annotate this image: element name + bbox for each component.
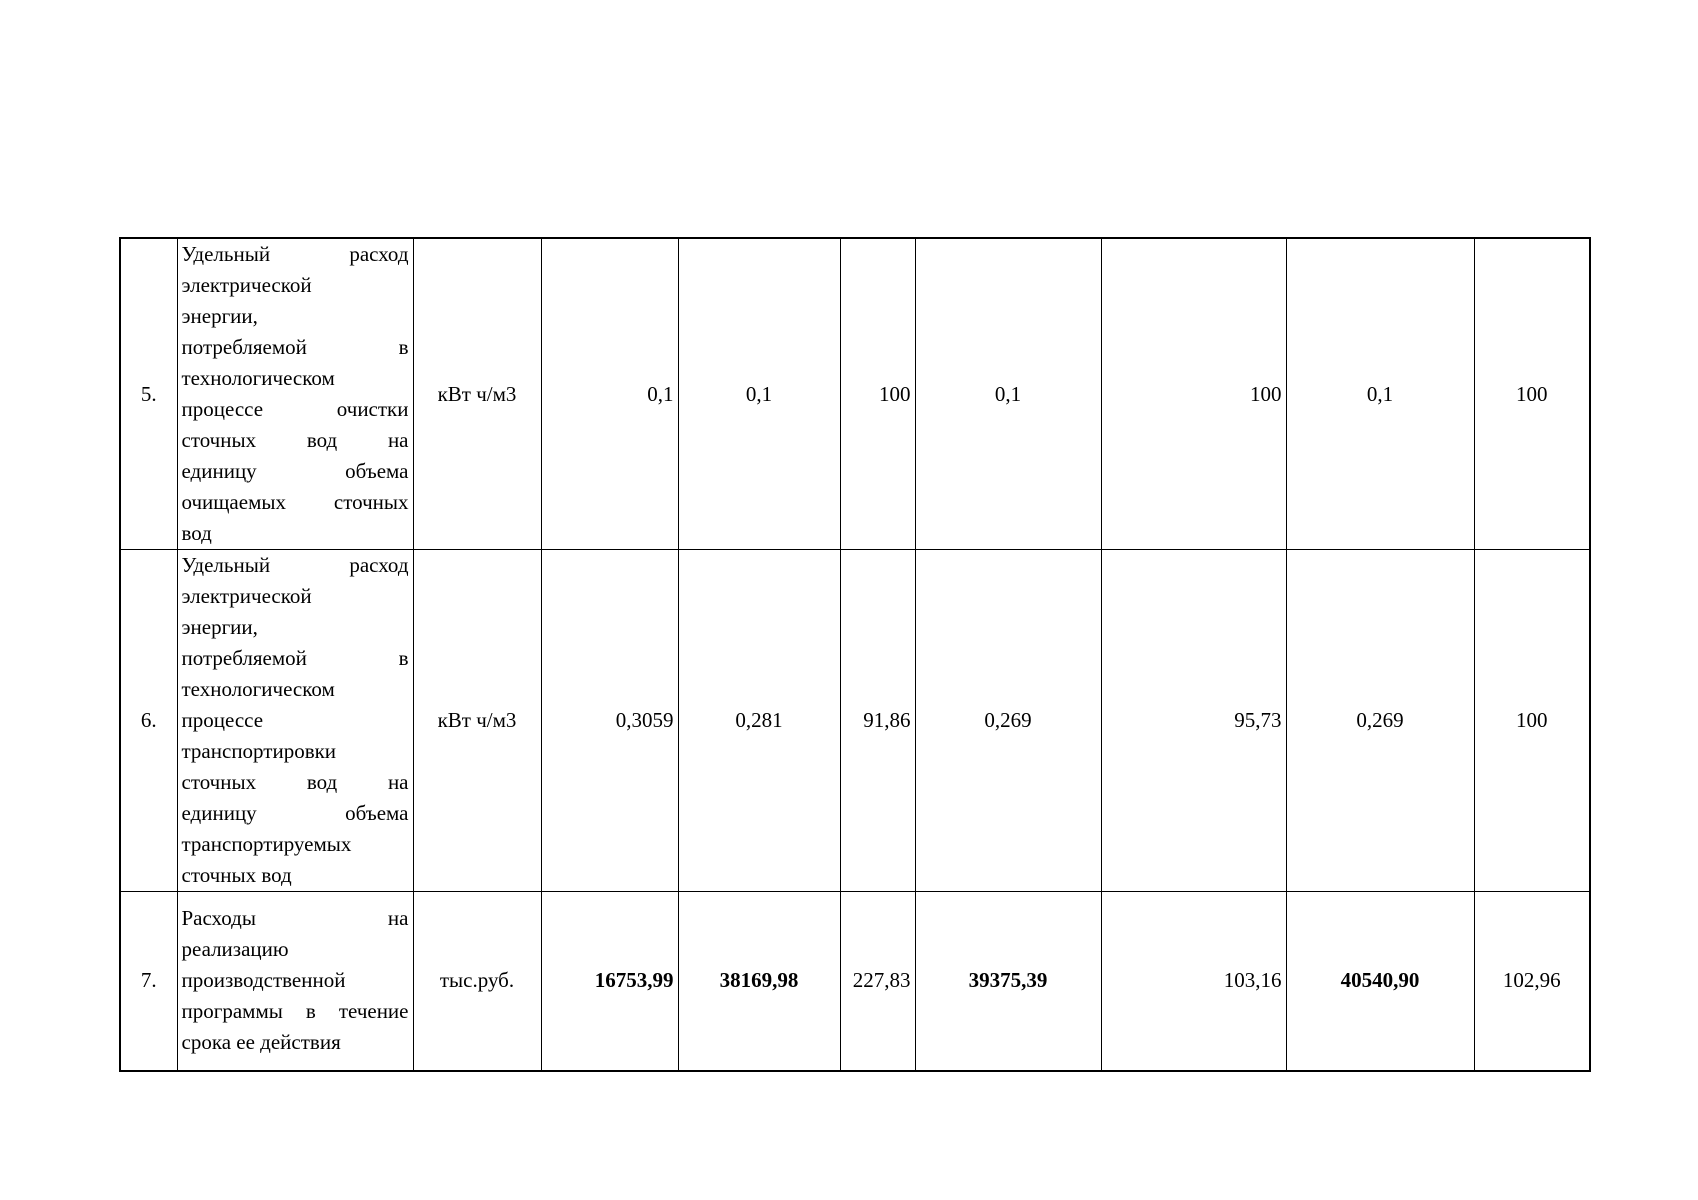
description-line: транспортировки bbox=[181, 739, 337, 763]
description-line: процессе bbox=[181, 708, 264, 732]
unit-cell: тыс.руб. bbox=[413, 892, 541, 1071]
value-cell: 0,1 bbox=[541, 238, 678, 550]
percent-cell: 100 bbox=[1474, 550, 1590, 892]
percent-cell: 91,86 bbox=[840, 550, 915, 892]
description-line: транспортируемых bbox=[181, 832, 352, 856]
row-number: 7. bbox=[120, 892, 177, 1071]
description-line: реализацию bbox=[181, 937, 289, 962]
description-line: процессе очистки bbox=[181, 397, 409, 421]
description-line: Расходы на bbox=[181, 906, 409, 931]
description-line: Удельный расход bbox=[181, 553, 409, 577]
description-line: электрической bbox=[181, 584, 312, 608]
value-cell: 39375,39 bbox=[915, 892, 1101, 1071]
value-cell: 0,281 bbox=[678, 550, 840, 892]
value-cell: 16753,99 bbox=[541, 892, 678, 1071]
value-cell: 0,1 bbox=[678, 238, 840, 550]
value-cell: 0,3059 bbox=[541, 550, 678, 892]
value-cell: 38169,98 bbox=[678, 892, 840, 1071]
unit-cell: кВт ч/м3 bbox=[413, 550, 541, 892]
description-line: единицу объема bbox=[181, 459, 409, 483]
description-line: электрической bbox=[181, 273, 312, 297]
value-cell: 0,1 bbox=[915, 238, 1101, 550]
description-line: единицу объема bbox=[181, 801, 409, 825]
description-line: очищаемых сточных bbox=[181, 490, 409, 514]
row-number: 5. bbox=[120, 238, 177, 550]
description-line: сточных вод на bbox=[181, 428, 409, 452]
value-cell: 0,269 bbox=[915, 550, 1101, 892]
row-description bbox=[177, 550, 413, 892]
percent-cell: 100 bbox=[1474, 238, 1590, 550]
description-line: вод bbox=[181, 521, 212, 545]
value-cell: 0,1 bbox=[1286, 238, 1474, 550]
percent-cell: 103,16 bbox=[1101, 892, 1286, 1071]
description-line: энергии, bbox=[181, 304, 258, 328]
row-description bbox=[177, 892, 413, 1071]
table-row bbox=[120, 550, 1590, 892]
description-line: сточных вод bbox=[181, 863, 292, 887]
table-row bbox=[120, 892, 1590, 1071]
percent-cell: 102,96 bbox=[1474, 892, 1590, 1071]
percent-cell: 100 bbox=[840, 238, 915, 550]
description-line: энергии, bbox=[181, 615, 258, 639]
description-line: потребляемой в bbox=[181, 335, 409, 359]
row-number: 6. bbox=[120, 550, 177, 892]
percent-cell: 95,73 bbox=[1101, 550, 1286, 892]
percent-cell: 100 bbox=[1101, 238, 1286, 550]
description-line: технологическом bbox=[181, 677, 335, 701]
row-description bbox=[177, 238, 413, 550]
description-line: производственной bbox=[181, 968, 346, 993]
table-row bbox=[120, 238, 1590, 550]
value-cell: 0,269 bbox=[1286, 550, 1474, 892]
value-cell: 40540,90 bbox=[1286, 892, 1474, 1071]
description-line: сточных вод на bbox=[181, 770, 409, 794]
percent-cell: 227,83 bbox=[840, 892, 915, 1071]
description-line: срока ее действия bbox=[181, 1030, 341, 1055]
description-line: потребляемой в bbox=[181, 646, 409, 670]
description-line: программы в течение bbox=[181, 999, 409, 1024]
description-line: Удельный расход bbox=[181, 242, 409, 266]
indicators-table bbox=[119, 237, 1591, 1072]
unit-cell: кВт ч/м3 bbox=[413, 238, 541, 550]
description-line: технологическом bbox=[181, 366, 335, 390]
